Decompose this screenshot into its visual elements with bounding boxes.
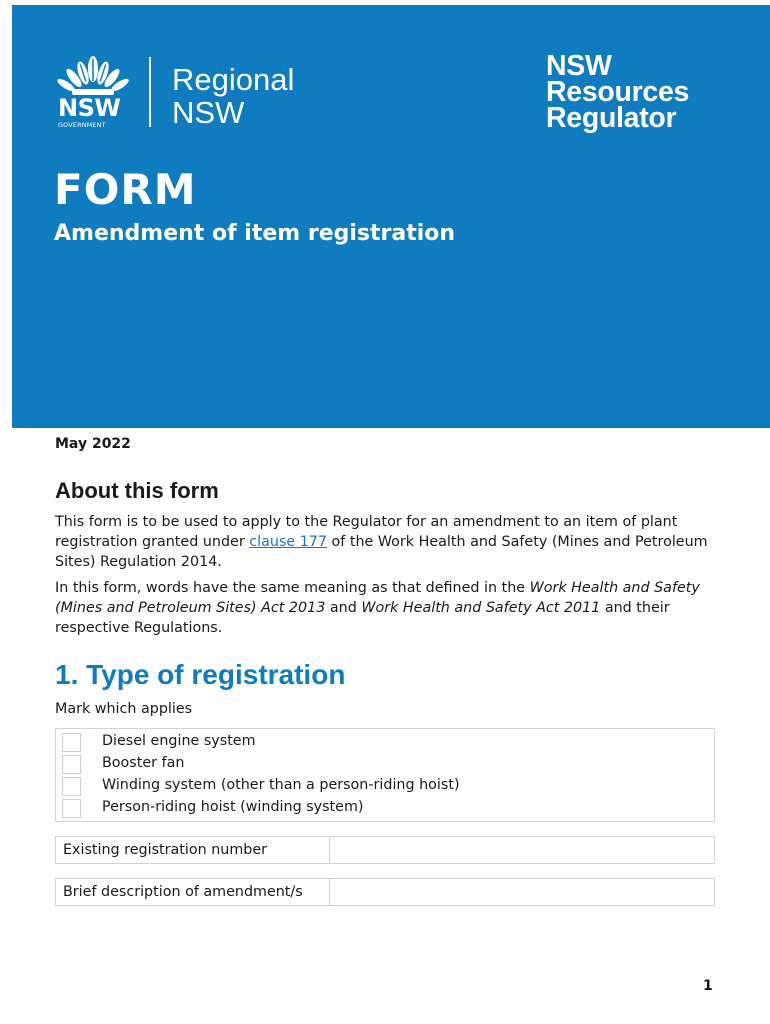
checkbox[interactable]	[62, 733, 81, 752]
about-p1-text-before: This form is to be used to apply to the Regulator for an amendment to an item of plant registration granted under	[55, 514, 678, 550]
existing-registration-number-row	[55, 836, 715, 864]
checkbox[interactable]	[62, 777, 81, 796]
amendment-description-label: Brief description of amendment/s	[56, 879, 330, 905]
checkbox[interactable]	[62, 755, 81, 774]
about-p2-text-c: and their respective Regulations.	[55, 600, 670, 636]
waratah-icon	[56, 53, 130, 99]
resources-regulator-logo	[546, 50, 690, 134]
about-p2-text-a: In this form, words have the same meaning as that defined in the	[55, 580, 530, 596]
logo-divider	[149, 57, 151, 127]
option-label: Booster fan	[102, 755, 185, 771]
option-label: Person-riding hoist (winding system)	[102, 799, 364, 815]
section-1-heading: 1. Type of registration	[55, 659, 346, 690]
page-number: 1	[703, 978, 713, 994]
about-paragraph-2	[55, 578, 715, 638]
about-p2-text-b: and	[325, 600, 362, 616]
form-label: FORM	[54, 165, 197, 214]
amendment-description-row	[55, 878, 715, 906]
nsw-government-logo	[56, 53, 130, 131]
regulator-line1: NSW	[546, 50, 612, 82]
amendment-description-input[interactable]	[331, 879, 714, 905]
mark-instruction: Mark which applies	[55, 701, 193, 717]
existing-registration-number-label: Existing registration number	[56, 837, 330, 863]
document-date: May 2022	[55, 436, 131, 452]
about-p1-text-after: of the Work Health and Safety (Mines and Petroleum Sites) Regulation 2014.	[55, 534, 708, 570]
option-label: Winding system (other than a person-riding hoist)	[102, 777, 460, 793]
header-banner	[12, 5, 770, 428]
clause-177-link[interactable]: clause 177	[249, 534, 327, 550]
regulator-line3: Regulator	[546, 102, 677, 134]
regional-nsw-line2: NSW	[172, 95, 245, 130]
government-logo-text: GOVERNMENT	[58, 121, 106, 129]
about-heading: About this form	[55, 478, 219, 503]
act-2013-title: Work Health and Safety (Mines and Petroleum Sites) Act 2013	[55, 580, 700, 616]
nsw-logo-text: NSW	[58, 94, 121, 122]
about-paragraph-1	[55, 512, 715, 572]
option-label: Diesel engine system	[102, 733, 256, 749]
checkbox[interactable]	[62, 799, 81, 818]
registration-type-checklist	[55, 728, 715, 822]
regulator-line2: Resources	[546, 76, 690, 108]
existing-registration-number-input[interactable]	[331, 837, 714, 863]
regional-nsw-line1: Regional	[172, 62, 295, 97]
form-title: Amendment of item registration	[54, 221, 456, 246]
regional-nsw-logo	[172, 63, 294, 129]
act-2011-title: Work Health and Safety Act 2011	[361, 600, 601, 616]
